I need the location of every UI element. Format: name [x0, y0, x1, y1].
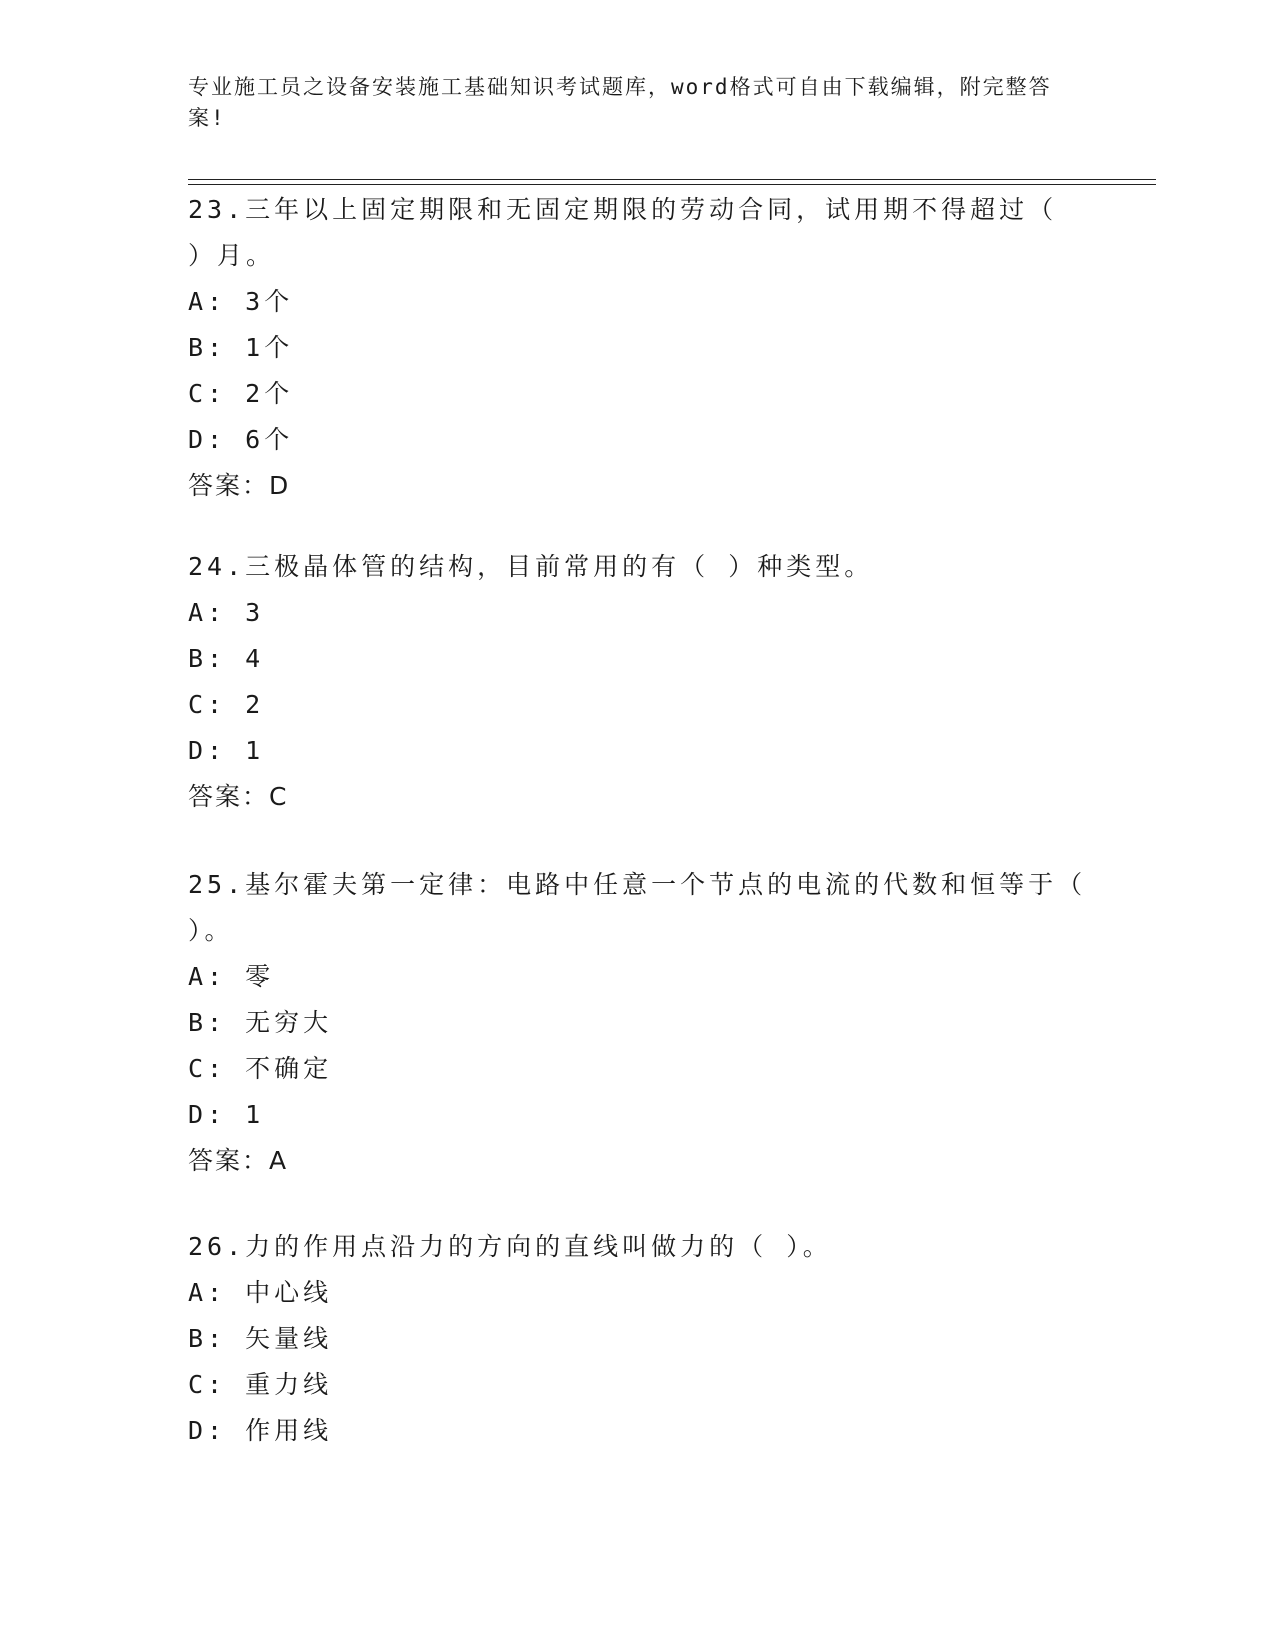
question-24: [188, 544, 1088, 820]
option-c: C: 2个: [188, 379, 294, 408]
option-c: C: 重力线: [188, 1370, 333, 1399]
option-d: D: 1: [188, 736, 265, 765]
header-divider-top: [188, 179, 1156, 180]
option-a: A: 3: [188, 598, 265, 627]
option-d: D: 6个: [188, 425, 294, 454]
answer: 答案：C: [188, 782, 289, 811]
option-a: A: 3个: [188, 287, 294, 316]
header-divider-bottom: [188, 184, 1156, 185]
option-b: B: 矢量线: [188, 1324, 333, 1353]
option-a: A: 零: [188, 962, 275, 991]
option-c: C: 不确定: [188, 1054, 333, 1083]
document-header: 专业施工员之设备安装施工基础知识考试题库，word格式可自由下载编辑，附完整答案!: [188, 75, 1052, 130]
option-b: B: 4: [188, 644, 265, 673]
answer: 答案：D: [188, 471, 291, 500]
option-a: A: 中心线: [188, 1278, 333, 1307]
option-c: C: 2: [188, 690, 265, 719]
option-b: B: 无穷大: [188, 1008, 333, 1037]
question-stem: 26.力的作用点沿力的方向的直线叫做力的（ ）。: [188, 1232, 832, 1261]
question-25: [188, 862, 1088, 1184]
option-b: B: 1个: [188, 333, 294, 362]
question-stem: 24.三极晶体管的结构，目前常用的有（ ）种类型。: [188, 552, 874, 581]
answer: 答案：A: [188, 1146, 289, 1175]
option-d: D: 作用线: [188, 1416, 333, 1445]
question-stem: 25.基尔霍夫第一定律：电路中任意一个节点的电流的代数和恒等于（ ）。: [188, 870, 1087, 945]
question-23: [188, 187, 1088, 509]
question-stem: 23.三年以上固定期限和无固定期限的劳动合同，试用期不得超过（ ）月。: [188, 195, 1058, 270]
question-26: [188, 1224, 1088, 1454]
option-d: D: 1: [188, 1100, 265, 1129]
